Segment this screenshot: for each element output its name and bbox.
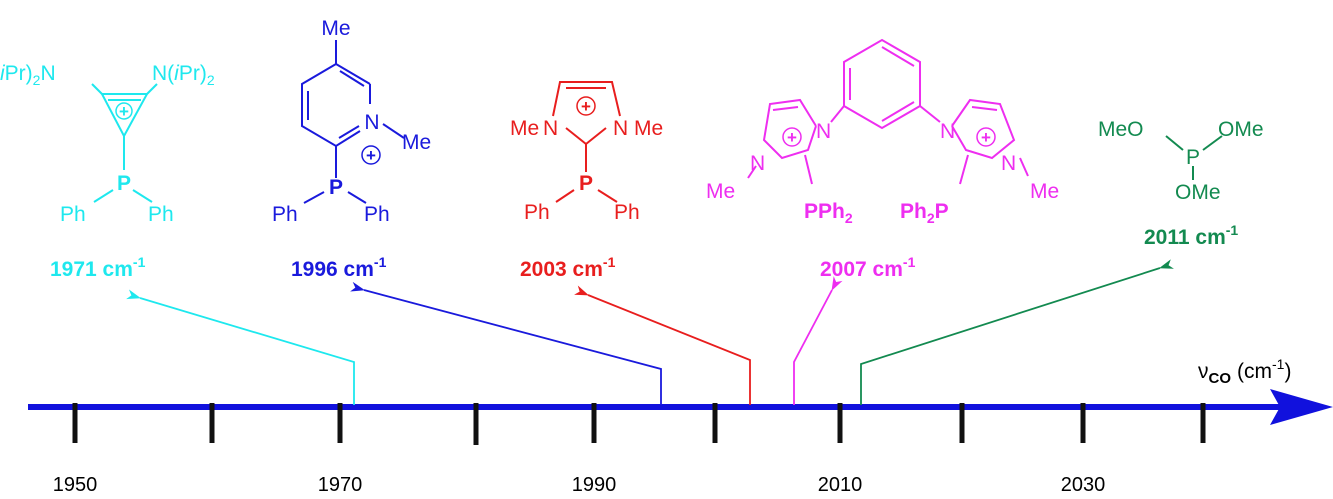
frequency-exponent: -1 — [902, 254, 916, 270]
label-N-left-bottom: N — [750, 152, 766, 175]
frequency-text: 2011 cm — [1144, 226, 1226, 249]
label-subscript: 2 — [32, 72, 41, 88]
plus-charge: + — [581, 97, 591, 116]
label-P: P — [328, 176, 344, 199]
bond — [94, 190, 113, 202]
frequency-exponent: -1 — [1225, 222, 1239, 238]
label-Me-left: Me — [706, 180, 736, 203]
bond — [556, 190, 574, 202]
label-Ph-left: Ph — [272, 203, 298, 226]
label-Ph-right: Ph — [148, 203, 174, 226]
frequency-label — [291, 254, 387, 281]
label-N-right-top: N — [940, 120, 956, 143]
label-P: P — [1185, 146, 1201, 169]
axis-year-labels — [53, 474, 1106, 496]
bond — [1166, 136, 1183, 150]
compound-bis-imidazolium — [706, 40, 1059, 281]
label-text: Ph — [900, 200, 927, 223]
axis-title — [1198, 356, 1291, 387]
label-text: Pr) — [178, 62, 207, 85]
frequency-text: 1971 cm — [50, 258, 133, 281]
label-N-iPr2-right — [152, 62, 215, 88]
frequency-label — [520, 254, 616, 281]
frequency-exponent: -1 — [602, 254, 616, 270]
bond — [147, 84, 157, 94]
frequency-label — [50, 254, 146, 281]
connector-red — [588, 295, 750, 405]
label-iPr2N-left — [0, 62, 56, 88]
year-label: 2030 — [1060, 474, 1106, 496]
label-Ph-left: Ph — [60, 203, 86, 226]
frequency-exponent: -1 — [132, 254, 146, 270]
label-N-right: N — [613, 117, 629, 140]
label-MeO: MeO — [1098, 118, 1144, 141]
year-label: 1950 — [52, 474, 98, 496]
label-Me-left: Me — [510, 117, 540, 140]
bond — [831, 106, 844, 122]
label-text: P — [934, 200, 949, 223]
connector-magenta — [794, 290, 832, 405]
compound-cyclopropenium — [0, 62, 215, 281]
bond — [1020, 158, 1028, 176]
label-Me-N: Me — [402, 131, 432, 154]
label-Ph-right: Ph — [364, 203, 390, 226]
plus-charge: + — [981, 128, 991, 147]
frequency-label — [1144, 222, 1238, 249]
axis-title-subscript: CO — [1208, 370, 1231, 387]
compound-imidazolium — [510, 82, 663, 281]
connector-green — [861, 268, 1160, 405]
label-PPh2-left — [804, 200, 853, 226]
pyridine-ring — [302, 64, 360, 146]
label-subscript: 2 — [844, 210, 853, 226]
label-Me-right: Me — [634, 117, 664, 140]
label-Me-top: Me — [321, 17, 351, 40]
axis-title-symbol: ν — [1198, 360, 1209, 383]
label-N: N — [364, 111, 380, 134]
bond — [339, 126, 359, 138]
label-text: N — [40, 62, 56, 85]
frequency-text: 2007 cm — [820, 258, 903, 281]
label-OMe-bottom: OMe — [1175, 181, 1221, 204]
compound-pyridinium — [272, 17, 431, 281]
bond — [304, 192, 324, 203]
label-Ph-right: Ph — [614, 201, 640, 224]
label-text: Pr) — [4, 62, 33, 85]
bond — [586, 128, 606, 144]
label-N-left-top: N — [816, 120, 832, 143]
frequency-text: 2003 cm — [520, 258, 603, 281]
label-N-right-bottom: N — [1001, 152, 1017, 175]
label-P: P — [578, 172, 594, 195]
axis-title-unit-close: ) — [1284, 360, 1292, 383]
label-OMe-right: OMe — [1218, 118, 1264, 141]
year-label: 2010 — [817, 474, 863, 496]
plus-charge: + — [119, 102, 129, 121]
frequency-label — [820, 254, 916, 281]
plus-charge: + — [787, 128, 797, 147]
bond — [348, 192, 366, 203]
label-Ph-left: Ph — [524, 201, 550, 224]
label-italic-i: i — [174, 62, 179, 85]
benzene-ring — [844, 40, 920, 128]
bond — [383, 124, 404, 138]
frequency-text: 1996 cm — [291, 258, 374, 281]
axis-title-unit: (cm — [1237, 360, 1272, 383]
label-subscript: 2 — [926, 210, 935, 226]
timeline-axis — [28, 356, 1333, 496]
label-N-left: N — [543, 117, 559, 140]
bond — [566, 128, 586, 144]
label-text: N( — [152, 62, 175, 85]
bond — [920, 106, 940, 122]
bond — [92, 84, 102, 94]
bond — [805, 155, 812, 184]
bis-imidazolium-bonds — [748, 40, 1028, 184]
label-subscript: 2 — [206, 72, 215, 88]
label-text: PPh — [804, 200, 845, 223]
bond — [972, 107, 997, 110]
year-label: 1970 — [317, 474, 363, 496]
year-label: 1990 — [571, 474, 617, 496]
bond — [336, 64, 370, 84]
frequency-exponent: -1 — [373, 254, 387, 270]
label-Ph2P-right — [900, 200, 949, 226]
bond — [773, 107, 798, 110]
connector-cyan — [140, 298, 354, 405]
plus-charge: + — [366, 146, 376, 165]
label-italic-i: i — [0, 62, 5, 85]
axis-title-unit-exp: -1 — [1272, 356, 1285, 372]
label-Me-right: Me — [1030, 180, 1060, 203]
label-P: P — [116, 172, 132, 195]
bond — [960, 155, 968, 184]
bond — [133, 190, 152, 202]
pyridinium-bonds — [302, 40, 404, 203]
compound-phosphite — [1098, 118, 1264, 249]
connector-arrows — [140, 268, 1160, 405]
